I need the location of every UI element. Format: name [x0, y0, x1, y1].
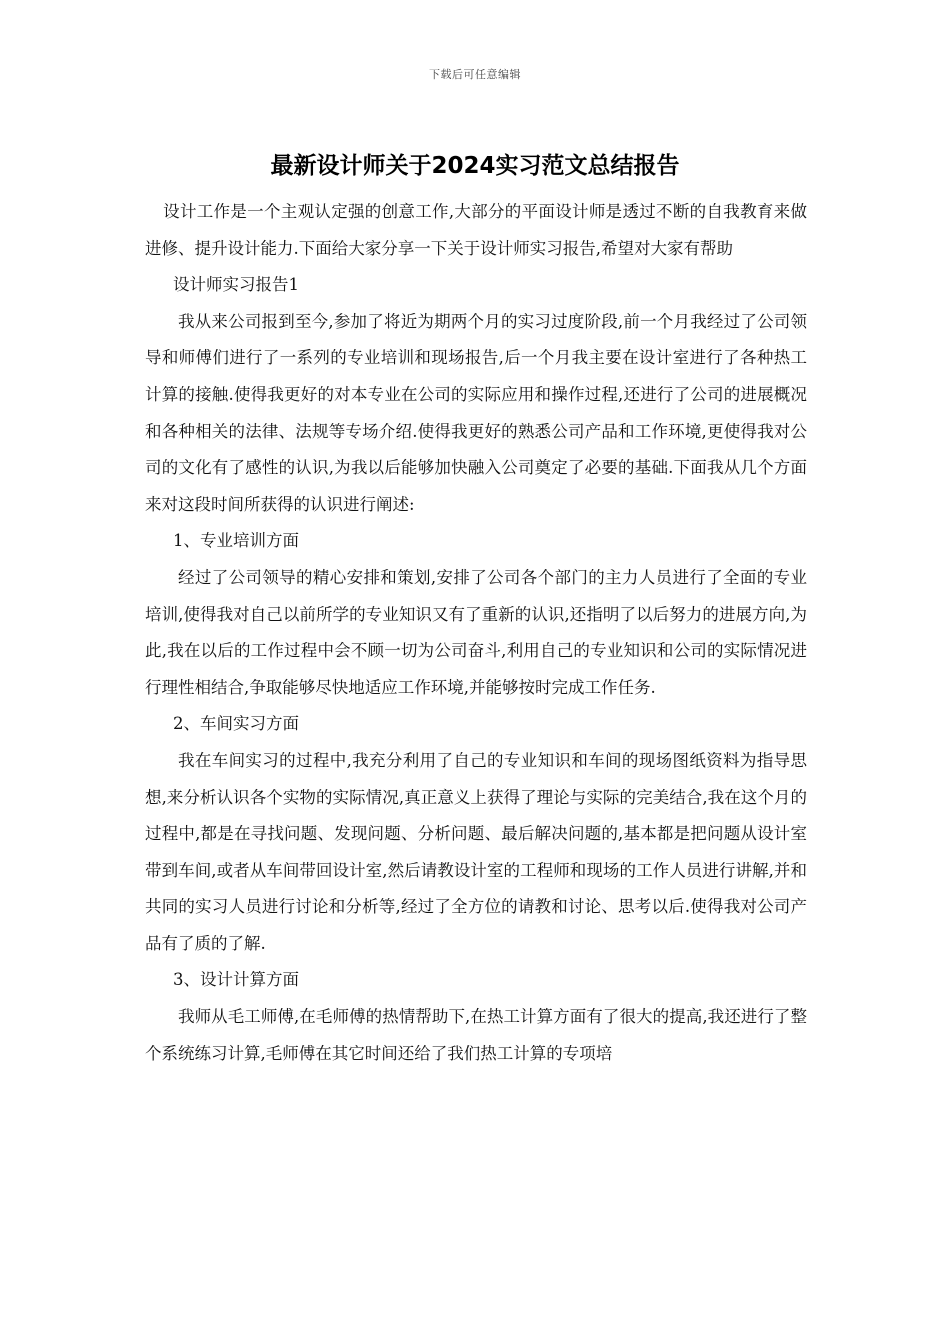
intro-paragraph: 设计工作是一个主观认定强的创意工作,大部分的平面设计师是透过不断的自我教育来做进修、提升设计能力.下面给大家分享一下关于设计师实习报告,希望对大家有帮助	[145, 202, 807, 258]
paragraph-4: 我师从毛工师傅,在毛师傅的热情帮助下,在热工计算方面有了很大的提高,我还进行了整个系统练习计算,毛师傅在其它时间还给了我们热工计算的专项培	[145, 1007, 807, 1063]
report-heading: 设计师实习报告1	[173, 275, 299, 295]
paragraph-2: 经过了公司领导的精心安排和策划,安排了公司各个部门的主力人员进行了全面的专业培训,使得我对自己以前所学的专业知识又有了重新的认识,还指明了以后努力的进展方向,为此,我在以后的工作过程中会不顾一切为公司奋斗,利用自己的专业知识和公司的实际情况进行理性相结合,争取能够尽快地适应工作环境,并能够按时完成工作任务.	[145, 567, 807, 697]
paragraph-1: 我从来公司报到至今,参加了将近为期两个月的实习过度阶段,前一个月我经过了公司领导和师傅们进行了一系列的专业培训和现场报告,后一个月我主要在设计室进行了各种热工计算的接触.使得我更好的对本专业在公司的实际应用和操作过程,还进行了公司的进展概况和各种相关的法律、法规等专场介绍.使得我更好的熟悉公司产品和工作环境,更使得我对公司的文化有了感性的认识,为我以后能够加快融入公司奠定了必要的基础.下面我从几个方面来对这段时间所获得的认识进行阐述:	[145, 311, 807, 514]
document-title: 最新设计师关于2024实习范文总结报告	[270, 153, 680, 179]
section-heading-3: 3、设计计算方面	[173, 970, 299, 990]
paragraph-3: 我在车间实习的过程中,我充分利用了自己的专业知识和车间的现场图纸资料为指导思想,来分析认识各个实物的实际情况,真正意义上获得了理论与实际的完美结合,我在这个月的过程中,都是在寻找问题、发现问题、分析问题、最后解决问题的,基本都是把问题从设计室带到车间,或者从车间带回设计室,然后请教设计室的工程师和现场的工作人员进行讲解,并和共同的实习人员进行讨论和分析等,经过了全方位的请教和讨论、思考以后.使得我对公司产品有了质的了解.	[145, 750, 807, 953]
section-heading-2: 2、车间实习方面	[173, 714, 299, 734]
header-note: 下载后可任意编辑	[429, 68, 521, 81]
document-body	[145, 194, 807, 1072]
section-heading-1: 1、专业培训方面	[173, 531, 299, 551]
